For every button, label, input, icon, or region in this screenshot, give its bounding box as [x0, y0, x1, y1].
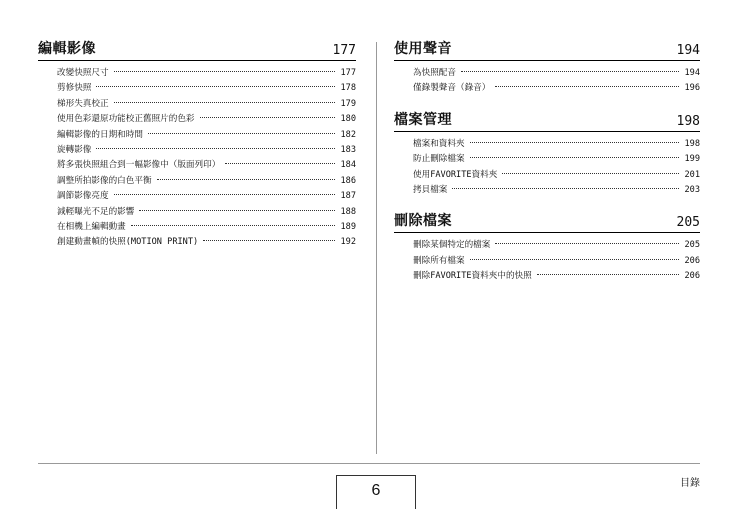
toc-entry[interactable] — [38, 81, 356, 96]
dot-leader — [470, 142, 680, 143]
toc-entries — [394, 61, 700, 97]
dot-leader — [96, 148, 335, 149]
toc-entry[interactable] — [38, 97, 356, 112]
entry-page-number: 183 — [340, 144, 356, 155]
section-header — [394, 38, 700, 61]
entry-page-number: 203 — [684, 184, 700, 195]
entry-page-number: 189 — [340, 221, 356, 232]
toc-entry[interactable] — [38, 158, 356, 173]
toc-entry[interactable] — [394, 137, 700, 152]
dot-leader — [537, 274, 680, 275]
dot-leader — [502, 173, 679, 174]
toc-entry[interactable] — [394, 238, 700, 253]
entry-label: 刪除FAVORITE資料夾中的快照 — [413, 271, 532, 282]
toc-entries — [394, 233, 700, 284]
toc-section — [394, 38, 700, 97]
dot-leader — [139, 210, 335, 211]
entry-label: 創建動畫幀的快照(MOTION PRINT) — [57, 237, 199, 248]
section-title: 刪除檔案 — [394, 213, 452, 230]
entry-label: 減輕曝光不足的影響 — [57, 206, 135, 217]
toc-entry[interactable] — [394, 152, 700, 167]
entry-page-number: 186 — [340, 175, 356, 186]
dot-leader — [200, 117, 336, 118]
entry-page-number: 194 — [684, 68, 700, 78]
dot-leader — [470, 157, 680, 158]
entry-label: 防止刪除檔案 — [413, 154, 465, 165]
dot-leader — [114, 194, 336, 195]
entry-page-number: 178 — [340, 83, 356, 94]
toc-entry[interactable] — [38, 235, 356, 250]
entry-page-number: 199 — [684, 154, 700, 165]
entry-label: 調整所拍影像的白色平衡 — [57, 175, 152, 186]
section-title: 檔案管理 — [394, 111, 452, 128]
section-header — [38, 38, 356, 61]
toc-entry[interactable] — [38, 112, 356, 127]
dot-leader — [114, 71, 336, 72]
entry-label: 編輯影像的日期和時間 — [57, 129, 143, 140]
toc-left-column — [38, 38, 356, 263]
section-page-number: 177 — [332, 43, 356, 58]
toc-entry[interactable] — [38, 128, 356, 143]
dot-leader — [203, 240, 335, 241]
entry-page-number: 187 — [340, 191, 356, 202]
page-number-box — [336, 475, 416, 509]
page-number: 6 — [371, 482, 381, 499]
dot-leader — [452, 188, 679, 189]
entry-page-number: 206 — [684, 271, 700, 282]
section-page-number: 194 — [676, 43, 700, 58]
dot-leader — [148, 133, 336, 134]
toc-entry[interactable] — [38, 220, 356, 235]
dot-leader — [495, 86, 679, 87]
entry-page-number: 179 — [340, 98, 356, 109]
toc-right-column — [394, 38, 700, 297]
dot-leader — [157, 179, 336, 180]
dot-leader — [470, 259, 680, 260]
section-header — [394, 109, 700, 132]
toc-entry[interactable] — [394, 183, 700, 198]
entry-label: 使用色彩還原功能校正舊照片的色彩 — [57, 114, 195, 125]
footer-rule — [38, 463, 700, 464]
entry-label: 檔案和資料夾 — [413, 138, 465, 149]
entry-page-number: 177 — [340, 68, 356, 78]
footer-section-label[interactable]: 目錄 — [680, 478, 700, 489]
toc-entry[interactable] — [38, 189, 356, 204]
entry-label: 使用FAVORITE資料夾 — [413, 169, 498, 180]
dot-leader — [461, 71, 679, 72]
toc-entry[interactable] — [38, 143, 356, 158]
entry-label: 在相機上編輯動畫 — [57, 221, 126, 232]
toc-section — [394, 210, 700, 284]
entry-label: 旋轉影像 — [57, 144, 92, 155]
section-page-number: 205 — [676, 215, 700, 231]
entry-page-number: 180 — [340, 114, 356, 125]
entry-label: 拷貝檔案 — [413, 184, 448, 195]
toc-entry[interactable] — [38, 174, 356, 189]
entry-label: 調節影像亮度 — [57, 191, 109, 202]
entry-label: 刪除所有檔案 — [413, 255, 465, 266]
toc-section — [394, 109, 700, 199]
entry-label: 刪除某個特定的檔案 — [413, 240, 491, 251]
entry-label: 將多張快照組合到一幅影像中（版面列印） — [57, 160, 221, 171]
section-header — [394, 210, 700, 233]
toc-section — [38, 38, 356, 251]
entry-page-number: 184 — [340, 160, 356, 171]
entry-label: 剪修快照 — [57, 83, 92, 94]
entry-page-number: 201 — [684, 169, 700, 180]
section-page-number: 198 — [676, 113, 700, 129]
entry-page-number: 205 — [684, 240, 700, 251]
toc-entries — [38, 61, 356, 251]
toc-entry[interactable] — [394, 254, 700, 269]
entry-page-number: 182 — [340, 129, 356, 140]
entry-page-number: 188 — [340, 206, 356, 217]
entry-page-number: 198 — [684, 138, 700, 149]
dot-leader — [495, 243, 679, 244]
entry-label: 梯形失真校正 — [57, 98, 109, 109]
section-title: 編輯影像 — [38, 41, 96, 57]
entry-label: 僅錄製聲音（錄音） — [413, 83, 491, 94]
dot-leader — [114, 102, 336, 103]
toc-entries — [394, 132, 700, 199]
toc-entry[interactable] — [38, 205, 356, 220]
toc-entry[interactable] — [394, 168, 700, 183]
toc-entry[interactable] — [394, 66, 700, 81]
dot-leader — [131, 225, 336, 226]
dot-leader — [96, 86, 335, 87]
dot-leader — [225, 163, 335, 164]
entry-page-number: 192 — [340, 237, 356, 248]
entry-page-number: 196 — [684, 83, 700, 94]
section-title: 使用聲音 — [394, 41, 452, 57]
toc-entry[interactable] — [394, 269, 700, 284]
toc-entry[interactable] — [38, 66, 356, 81]
entry-label: 改變快照尺寸 — [57, 68, 109, 78]
entry-label: 為快照配音 — [413, 68, 456, 78]
toc-entry[interactable] — [394, 81, 700, 96]
column-divider — [376, 42, 377, 454]
entry-page-number: 206 — [684, 255, 700, 266]
